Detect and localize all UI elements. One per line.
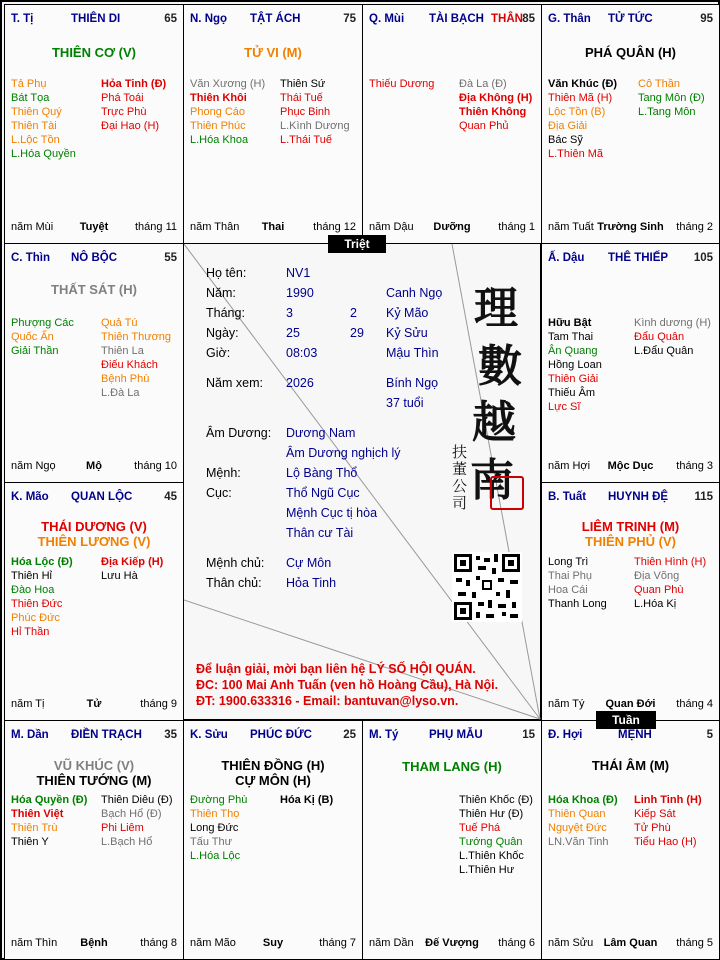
life-stage: Suy <box>262 937 284 949</box>
stars-right <box>459 77 532 133</box>
palace-ngo <box>183 4 363 244</box>
main-star: PHÁ QUÂN (H) <box>585 45 676 60</box>
star: Địa Kiếp (H) <box>101 556 164 568</box>
star: L.Bạch Hổ <box>101 836 153 848</box>
star: Đà La (Đ) <box>459 78 507 90</box>
star: Bệnh Phù <box>101 373 150 385</box>
main-star: LIÊM TRINH (M) <box>581 519 680 534</box>
logo-char: 越 <box>472 397 516 448</box>
star: Tướng Quân <box>459 836 523 848</box>
star: Quốc Ấn <box>11 331 54 343</box>
star: Thanh Long <box>548 598 607 610</box>
month-label: tháng 11 <box>134 221 177 233</box>
star: Cô Thần <box>638 78 680 90</box>
star: Phượng Các <box>11 317 74 329</box>
star: Trực Phù <box>101 106 147 118</box>
star: Bạch Hổ (Đ) <box>101 808 162 820</box>
center-info-panel <box>183 243 541 720</box>
star: L.Hóa Lộc <box>190 850 241 862</box>
star: L.Thiên Hư <box>459 864 515 876</box>
stars-right <box>101 793 173 849</box>
month-label: tháng 5 <box>676 937 713 949</box>
year-label: năm Thân <box>190 221 240 233</box>
stars-right <box>101 77 166 133</box>
palace-branch: M. Dần <box>11 729 49 741</box>
contact-line-1: Để luận giải, mời bạn liên hệ LÝ SỐ HỘI QUÁN. <box>196 662 476 676</box>
logo-char: 南 <box>470 455 514 506</box>
palace-number: 95 <box>700 13 713 25</box>
star: Lực Sĩ <box>548 401 581 413</box>
star: Quan Phù <box>634 584 684 596</box>
stars-right <box>634 793 702 849</box>
menh-chu-label: Mệnh chủ: <box>206 556 265 570</box>
life-stage: Đế Vượng <box>425 937 479 949</box>
than-cu: Thân cư Tài <box>286 526 354 540</box>
cuc-relation: Mệnh Cục tị hòa <box>286 506 378 520</box>
star: Điếu Khách <box>101 359 158 371</box>
palace-branch: Đ. Hợi <box>548 729 583 741</box>
star: Hồng Loan <box>548 359 602 371</box>
month-label: tháng 9 <box>140 698 177 710</box>
main-star: VŨ KHÚC (V) <box>53 758 135 773</box>
main-star: THIÊN CƠ (V) <box>51 45 137 60</box>
palace-tuat <box>541 482 720 721</box>
than-chu-value: Hỏa Tinh <box>286 576 337 590</box>
year-label: năm Dần <box>369 937 414 949</box>
star: Thiên Giải <box>548 373 599 385</box>
star: Tang Môn (Đ) <box>638 92 705 104</box>
star: Thiếu Dương <box>369 78 435 90</box>
palace-mao <box>4 482 184 721</box>
palace-number: 25 <box>343 729 356 741</box>
star: Linh Tinh (H) <box>634 794 702 806</box>
star: Thiên Tài <box>11 120 57 132</box>
star: Phong Cáo <box>190 106 246 118</box>
stars-right <box>280 793 333 807</box>
star: Thiên Thọ <box>190 808 240 820</box>
star: Hóa Khoa (Đ) <box>548 794 618 806</box>
star: Hóa Quyền (Đ) <box>11 794 88 806</box>
day-label: Ngày: <box>206 326 239 340</box>
main-star: THIÊN TƯỚNG (M) <box>36 773 152 788</box>
star: Tử Phù <box>634 822 671 834</box>
year-solar: 1990 <box>286 286 314 300</box>
month-label: tháng 12 <box>313 221 356 233</box>
star: Thiên Diêu (Đ) <box>101 794 173 806</box>
month-solar: 3 <box>286 306 293 320</box>
palace-name: THIÊN DI <box>71 13 121 25</box>
palace-name: PHỤ MẪU <box>429 729 483 741</box>
stars-left <box>11 316 74 358</box>
cuc-value: Thổ Ngũ Cục <box>286 486 360 500</box>
palace-branch: K. Sửu <box>190 729 228 741</box>
palace-number: 35 <box>164 729 177 741</box>
name-value: NV1 <box>286 266 311 280</box>
star: Đường Phù <box>190 794 248 806</box>
palace-number: 75 <box>343 13 356 25</box>
star: Phá Toái <box>101 92 144 104</box>
month-label: tháng 10 <box>134 460 177 472</box>
main-star: THÁI ÂM (M) <box>591 758 670 773</box>
star: Đào Hoa <box>11 584 55 596</box>
contact-address: ĐC: 100 Mai Anh Tuấn (ven hồ Hoàng Cầu), Hà Nội. <box>196 678 499 692</box>
star: Thiên Y <box>11 836 49 848</box>
month-label: Tháng: <box>206 306 245 320</box>
life-stage: Thai <box>261 221 285 233</box>
view-year-label: Năm xem: <box>206 376 263 390</box>
palace-number: 15 <box>522 729 535 741</box>
stars-right <box>638 77 705 119</box>
star: Thiên Mã (H) <box>548 92 613 104</box>
hour-value: 08:03 <box>286 346 318 360</box>
qr-code <box>452 552 522 622</box>
palace-branch: Q. Mùi <box>369 13 405 25</box>
life-stage: Tuyệt <box>79 221 109 233</box>
star: Bát Tọa <box>11 92 50 104</box>
palace-name: MỆNH <box>618 729 652 741</box>
month-label: tháng 7 <box>319 937 356 949</box>
stars-left <box>11 77 76 161</box>
star: Tuế Phá <box>459 822 501 834</box>
cuc-label: Cục: <box>206 486 232 500</box>
star: L.Lộc Tồn <box>11 134 60 146</box>
main-star: CỰ MÔN (H) <box>235 773 311 788</box>
star: Phục Binh <box>280 106 331 118</box>
star: L.Hóa Kị <box>634 598 677 610</box>
star: Tiểu Hao (H) <box>634 836 697 848</box>
contact-phone-email: ĐT: 1900.633316 - Email: bantuvan@lyso.vn. <box>196 694 459 708</box>
palace-name: TÀI BẠCH <box>429 13 484 25</box>
star: Nguyệt Đức <box>548 822 607 834</box>
palace-branch: M. Tý <box>369 729 399 741</box>
star: Văn Khúc (Đ) <box>548 78 618 90</box>
year-lunar: Canh Ngọ <box>386 286 443 300</box>
than-chu-label: Thân chủ: <box>206 576 262 590</box>
stars-left <box>548 77 617 161</box>
month-canchi: Kỷ Mão <box>386 306 429 320</box>
palace-dau <box>541 243 720 483</box>
stars-right <box>101 555 163 583</box>
life-stage: Tử <box>86 698 102 710</box>
palace-number: 5 <box>706 729 713 741</box>
stars-right <box>280 77 350 147</box>
palace-ty-menh-opp <box>362 720 542 960</box>
star: L.Kình Dương <box>280 120 350 132</box>
star: Thiên Thương <box>101 331 172 343</box>
logo-char: 數 <box>478 341 522 392</box>
star: Thiên Quý <box>11 106 62 118</box>
star: L.Đẩu Quân <box>634 345 694 357</box>
name-label: Họ tên: <box>206 266 247 280</box>
star: Thai Phụ <box>548 570 593 582</box>
palace-branch: K. Mão <box>11 491 49 503</box>
triet-tag: Triệt <box>328 235 386 253</box>
star: L.Thiên Khốc <box>459 850 524 862</box>
palace-suu <box>183 720 363 960</box>
star: Thiên Khôi <box>190 92 247 104</box>
palace-hoi-menh <box>541 720 720 960</box>
star: Hoa Cái <box>548 584 588 596</box>
month-label: tháng 1 <box>498 221 535 233</box>
tuan-tag: Tuần <box>596 711 656 729</box>
palace-branch: B. Tuất <box>548 491 587 503</box>
star: L.Thiên Mã <box>548 148 604 160</box>
view-year-value: 2026 <box>286 376 314 390</box>
branch-text: N. Ngọ <box>190 13 228 25</box>
star: Thiên Trù <box>11 822 58 834</box>
star: Hỉ Thần <box>11 626 50 638</box>
year-label: năm Tý <box>548 698 585 710</box>
star: Hỏa Tinh (Đ) <box>101 78 167 90</box>
year-label: năm Dậu <box>369 221 414 233</box>
logo-small-text: 扶董公司 <box>452 443 468 512</box>
day-lunar: 29 <box>350 326 364 340</box>
main-star: TỬ VI (M) <box>244 45 302 60</box>
palace-name: THÊ THIẾP <box>608 252 669 264</box>
star: L.Thái Tuế <box>280 134 332 146</box>
star: Phi Liêm <box>101 822 144 834</box>
life-stage: Quan Đới <box>605 698 656 710</box>
palace-name: ĐIỀN TRẠCH <box>71 729 142 741</box>
star: Địa Võng <box>634 570 680 582</box>
month-lunar: 2 <box>350 306 357 320</box>
hour-label: Giờ: <box>206 346 231 360</box>
star: Địa Giải <box>548 120 588 132</box>
palace-number: 105 <box>693 252 713 264</box>
star: L.Hóa Khoa <box>190 134 249 146</box>
month-label: tháng 2 <box>676 221 713 233</box>
palace-number: 115 <box>694 491 713 503</box>
stars-left <box>548 793 618 849</box>
palace-number: 55 <box>164 252 177 264</box>
month-label: tháng 6 <box>498 937 535 949</box>
stars-left <box>11 555 73 639</box>
palace-number: 85 <box>522 13 535 25</box>
month-label: tháng 3 <box>676 460 713 472</box>
star: Thái Tuế <box>280 92 323 104</box>
star: Thiên Đức <box>11 598 63 610</box>
main-star: THÁI DƯƠNG (V) <box>41 519 147 534</box>
star: Hữu Bật <box>548 317 592 329</box>
star: Tam Thai <box>548 331 594 343</box>
life-stage: Mộc Dục <box>607 460 654 472</box>
life-stage: Lâm Quan <box>603 937 658 949</box>
stars-left <box>369 77 434 91</box>
age-value: 37 tuổi <box>386 396 424 410</box>
palace-number: 45 <box>164 491 177 503</box>
year-label: năm Thìn <box>11 937 58 949</box>
star: Quan Phủ <box>459 120 509 132</box>
month-label: tháng 4 <box>676 698 713 710</box>
stars-right <box>634 316 711 358</box>
star: Thiên Khốc (Đ) <box>459 794 533 806</box>
palace-than <box>541 4 720 244</box>
star: Địa Không (H) <box>459 92 533 104</box>
palace-branch: G. Thân <box>548 13 591 25</box>
palace-name: TẬT ÁCH <box>250 13 301 25</box>
star: Đại Hao (H) <box>101 120 160 132</box>
star: Kình dương (H) <box>634 317 711 329</box>
stars-right <box>101 316 171 400</box>
star: L.Tang Môn <box>638 106 696 118</box>
stars-left <box>11 793 87 849</box>
star: Long Đức <box>190 822 239 834</box>
star: Thiên Phúc <box>190 120 246 132</box>
palace-thin <box>4 243 184 483</box>
main-star: THIÊN ĐỒNG (H) <box>221 758 325 773</box>
palace-mui <box>362 4 542 244</box>
star: Thiên Hỉ <box>11 570 52 582</box>
star: Tả Phụ <box>11 78 47 90</box>
palace-name: HUYNH ĐỆ <box>608 491 669 503</box>
star: Thiếu Âm <box>548 387 596 399</box>
year-label: năm Tị <box>11 698 45 710</box>
life-stage: Bệnh <box>80 937 108 949</box>
star: Lưu Hà <box>101 570 138 582</box>
am-duong-relation: Âm Dương nghịch lý <box>286 446 401 460</box>
palace-name: TỬ TỨC <box>608 13 653 25</box>
menh-label: Mệnh: <box>206 466 241 480</box>
star: Thiên Hư (Đ) <box>459 808 524 820</box>
palace-dan <box>4 720 184 960</box>
star: Văn Xương (H) <box>190 78 266 90</box>
palace-name: PHÚC ĐỨC <box>250 729 312 741</box>
star: Quả Tú <box>101 317 138 329</box>
stars-left <box>548 316 602 414</box>
star: Ân Quang <box>548 345 598 357</box>
star: Lộc Tồn (B) <box>548 106 606 118</box>
year-label: năm Ngọ <box>11 460 56 472</box>
star: Đẩu Quân <box>634 331 685 343</box>
menh-value: Lộ Bàng Thổ <box>286 466 358 480</box>
main-star: THẤT SÁT (H) <box>51 282 137 297</box>
palace-name: QUAN LỘC <box>71 491 133 503</box>
star: LN.Văn Tinh <box>548 836 609 848</box>
stars-right <box>459 793 533 877</box>
star: Kiếp Sát <box>634 808 676 820</box>
star: Long Trì <box>548 556 589 568</box>
red-seal <box>490 476 524 510</box>
am-duong-label: Âm Dương: <box>206 426 272 440</box>
star: Tấu Thư <box>190 836 233 848</box>
star: Hóa Lộc (Đ) <box>11 556 73 568</box>
year-label: Năm: <box>206 286 236 300</box>
am-duong-value: Dương Nam <box>286 426 356 440</box>
year-label: năm Mùi <box>11 221 54 233</box>
stars-left <box>190 793 247 863</box>
logo-char: 理 <box>474 283 518 334</box>
stars-left <box>548 555 607 611</box>
year-label: năm Sửu <box>548 937 594 949</box>
main-star: THIÊN LƯƠNG (V) <box>37 534 151 549</box>
palace-branch <box>190 13 227 25</box>
menh-chu-value: Cự Môn <box>286 556 332 570</box>
life-stage: Trường Sinh <box>597 221 664 233</box>
star: Giải Thần <box>11 345 59 357</box>
stars-right <box>634 555 706 611</box>
star: Thiên La <box>101 345 144 357</box>
palace-branch: T. Tị <box>11 13 34 25</box>
view-year-canchi: Bính Ngọ <box>386 376 439 390</box>
day-solar: 25 <box>286 326 300 340</box>
star: Thiên Hình (H) <box>634 556 707 568</box>
star: Bác Sỹ <box>548 134 583 146</box>
life-stage: Dưỡng <box>433 221 471 233</box>
palace-branch: Ấ. Dậu <box>548 252 585 264</box>
year-label: năm Hợi <box>548 460 591 472</box>
star: Hóa Kị (B) <box>280 794 334 806</box>
year-label: năm Mão <box>190 937 236 949</box>
than-marker: THÂN <box>491 13 523 25</box>
star: Thiên Việt <box>11 808 64 820</box>
day-canchi: Kỷ Sửu <box>386 326 428 340</box>
palace-ty <box>4 4 184 244</box>
main-star: THIÊN PHỦ (V) <box>585 534 676 549</box>
palace-number: 65 <box>164 13 177 25</box>
palace-name: NÔ BỘC <box>71 252 117 264</box>
star: Phúc Đức <box>11 612 60 624</box>
star: Thiên Quan <box>548 808 606 820</box>
star: L.Đà La <box>101 387 140 399</box>
stars-left <box>190 77 265 147</box>
year-label: năm Tuất <box>548 221 594 233</box>
star: L.Hóa Quyền <box>11 148 76 160</box>
star: Thiên Không <box>459 106 527 118</box>
palace-branch: C. Thìn <box>11 252 50 264</box>
month-label: tháng 8 <box>140 937 177 949</box>
main-star: THAM LANG (H) <box>402 759 502 774</box>
star: Thiên Sứ <box>280 78 326 90</box>
life-stage: Mộ <box>86 460 102 472</box>
hour-canchi: Mậu Thìn <box>386 346 439 360</box>
